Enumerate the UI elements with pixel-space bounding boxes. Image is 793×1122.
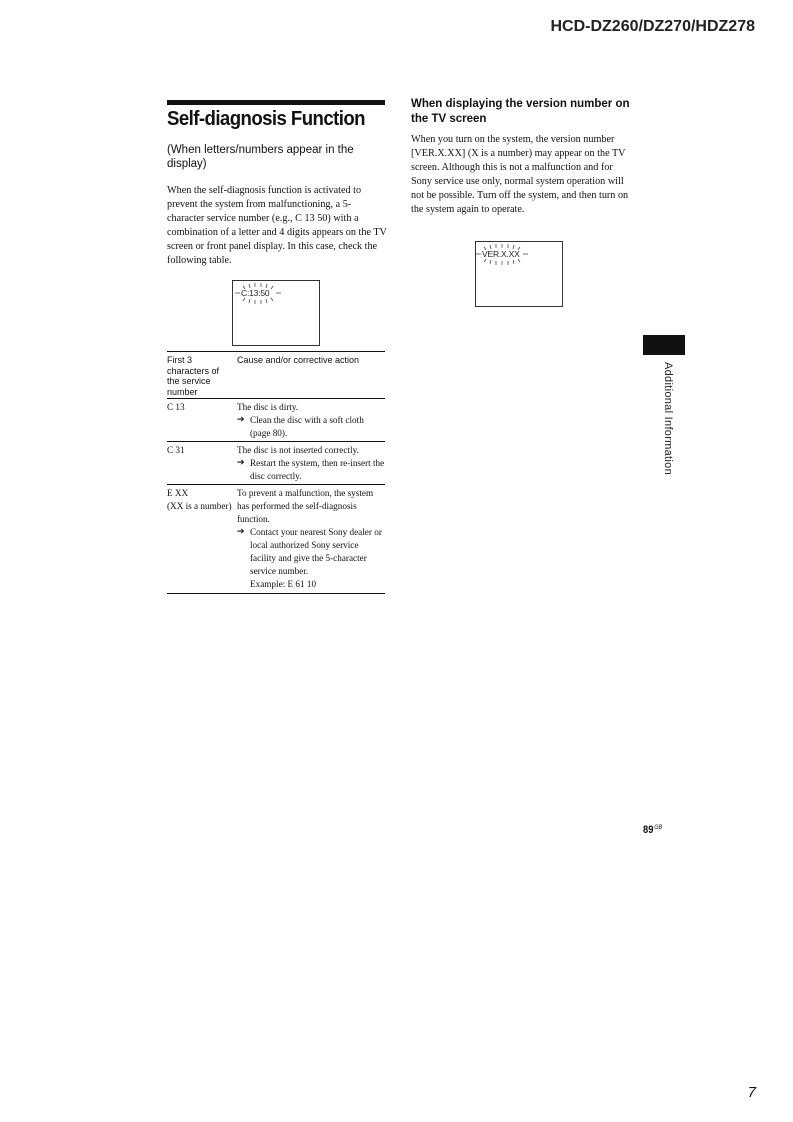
title-rule bbox=[167, 100, 385, 105]
version-number-example: VER.X.XX bbox=[482, 249, 520, 259]
cause-action bbox=[237, 444, 385, 483]
col2-header: Cause and/or corrective action bbox=[237, 355, 360, 365]
version-display-illustration bbox=[475, 241, 563, 307]
intro-paragraph: When the self-diagnosis function is activated to prevent the system from malfunctioning, a 5-character service number (e.g., C 13 50) with a combination of a letter and 4 digits appears on the TV screen or front panel display. In this case, check the following table. bbox=[167, 185, 387, 266]
outer-page-number: 7 bbox=[747, 1084, 756, 1101]
service-code-value: E XX bbox=[167, 488, 189, 498]
service-number-display-illustration bbox=[232, 280, 320, 346]
arrow-right-icon: ➔ bbox=[237, 415, 245, 425]
inner-page-number-value: 89 bbox=[643, 824, 654, 836]
service-code: C 31 bbox=[167, 445, 185, 455]
table-row bbox=[167, 442, 385, 484]
action-text: Clean the disc with a soft cloth (page 80). bbox=[250, 415, 364, 438]
table-bottom-rule bbox=[167, 593, 385, 594]
col1-header: First 3 characters of the service number bbox=[167, 355, 220, 397]
version-section-title: When displaying the version number on the TV screen bbox=[411, 98, 630, 125]
version-section-body: When you turn on the system, the version number [VER.X.XX] (X is a number) may appear on the TV screen. Although this is not a malfunction and for Sony service use only, normal system operation will not be possible. Turn off the system, and then turn on the system again to operate. bbox=[411, 134, 629, 215]
table-header-row bbox=[167, 352, 385, 398]
table-row bbox=[167, 485, 385, 593]
service-number-example: C:13:50 bbox=[241, 288, 270, 298]
cause-text: The disc is not inserted correctly. bbox=[237, 445, 359, 455]
arrow-right-icon: ➔ bbox=[237, 458, 245, 468]
action-text: Restart the system, then re-insert the disc correctly. bbox=[250, 458, 385, 481]
service-code bbox=[167, 487, 233, 513]
section-title: Self-diagnosis Function bbox=[167, 108, 365, 130]
cause-text: The disc is dirty. bbox=[237, 402, 299, 412]
side-tab-label: Additional Information bbox=[662, 362, 674, 475]
service-code-note: (XX is a number) bbox=[167, 501, 232, 511]
action-line bbox=[237, 457, 385, 483]
action-line bbox=[237, 414, 385, 440]
arrow-right-icon: ➔ bbox=[237, 527, 245, 537]
table-row bbox=[167, 399, 385, 441]
inner-page-number-suffix: GB bbox=[654, 824, 663, 831]
cause-text: To prevent a malfunction, the system has performed the self-diagnosis function. bbox=[237, 488, 374, 524]
inner-page-number bbox=[643, 824, 662, 836]
cause-action bbox=[237, 487, 385, 591]
example-text: Example: E 61 10 bbox=[250, 579, 317, 589]
service-code: C 13 bbox=[167, 402, 185, 412]
section-subtitle: (When letters/numbers appear in the display) bbox=[167, 144, 354, 170]
document-model-header: HCD-DZ260/DZ270/HDZ278 bbox=[550, 18, 755, 35]
action-text: Contact your nearest Sony dealer or local authorized Sony service facility and give the 5-character service number. bbox=[250, 527, 382, 576]
section-tab-marker bbox=[643, 335, 685, 355]
action-line bbox=[237, 526, 385, 591]
cause-action bbox=[237, 401, 385, 440]
service-number-table bbox=[167, 351, 385, 594]
